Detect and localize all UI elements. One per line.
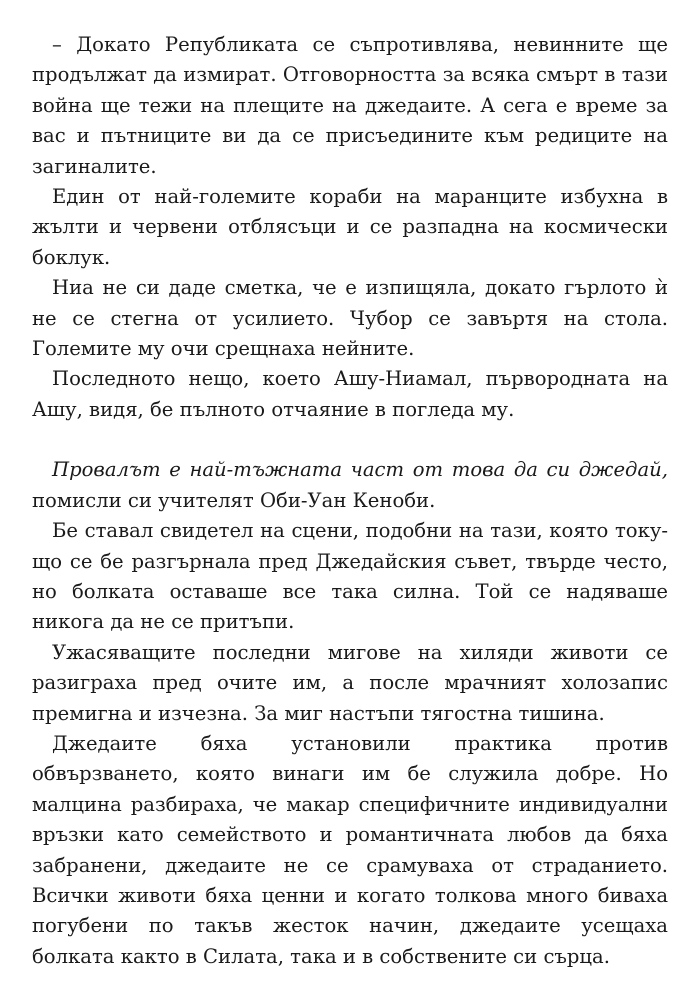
book-page	[32, 30, 668, 972]
paragraph-6: Бе ставал свидетел на сцени, подобни на тази, която току-що се бе разгърнала пред Джедайския съвет, твърде често, но болката оставаше все така силна. Той се надяваше никога да не се притъпи.	[32, 519, 668, 634]
italic-thought: Провалът е най-тъжната част от това да си джедай,	[52, 458, 668, 482]
paragraph-1: – Докато Републиката се съпротивлява, невинните ще продължат да измират. Отговорността за всяка смърт в тази война ще тежи на плещите на джедаите. А сега е време за вас и пътниците ви да се присъедините към редиците на загиналите.	[32, 33, 668, 178]
paragraph-8: Джедаите бяха установили практика против обвързването, която винаги им бе служила добре. Но малцина разбираха, че макар специфичните индивидуални връзки като семейството и романтичната любов да бяха забранени, джедаите не се срамуваха от страданието. Всички животи бяха ценни и когато толкова много биваха погубени по такъв жесток начин, джедаите усещаха болката както в Силата, така и в собствените си сърца.	[32, 731, 668, 968]
paragraph-4: Последното нещо, което Ашу-Ниамал, първородната на Ашу, видя, бе пълното отчаяние в погледа му.	[32, 367, 668, 421]
opening-rest: помисли си учителят Оби-Уан Кеноби.	[32, 488, 436, 512]
section-2-opening-paragraph	[32, 455, 668, 516]
section-break	[32, 425, 668, 455]
paragraph-2: Един от най-големите кораби на маранците избухна в жълти и червени отблясъци и се разпадна на космически боклук.	[32, 185, 668, 269]
paragraph-7: Ужасяващите последни мигове на хиляди животи се разиграха пред очите им, а после мрачният холозапис премигна и изчезна. За миг настъпи тягостна тишина.	[32, 640, 668, 725]
paragraph-3: Ниа не си даде сметка, че е изпищяла, докато гърлото ѝ не се стегна от усилието. Чубор се завъртя на стола. Големите му очи срещнаха нейните.	[32, 276, 668, 361]
